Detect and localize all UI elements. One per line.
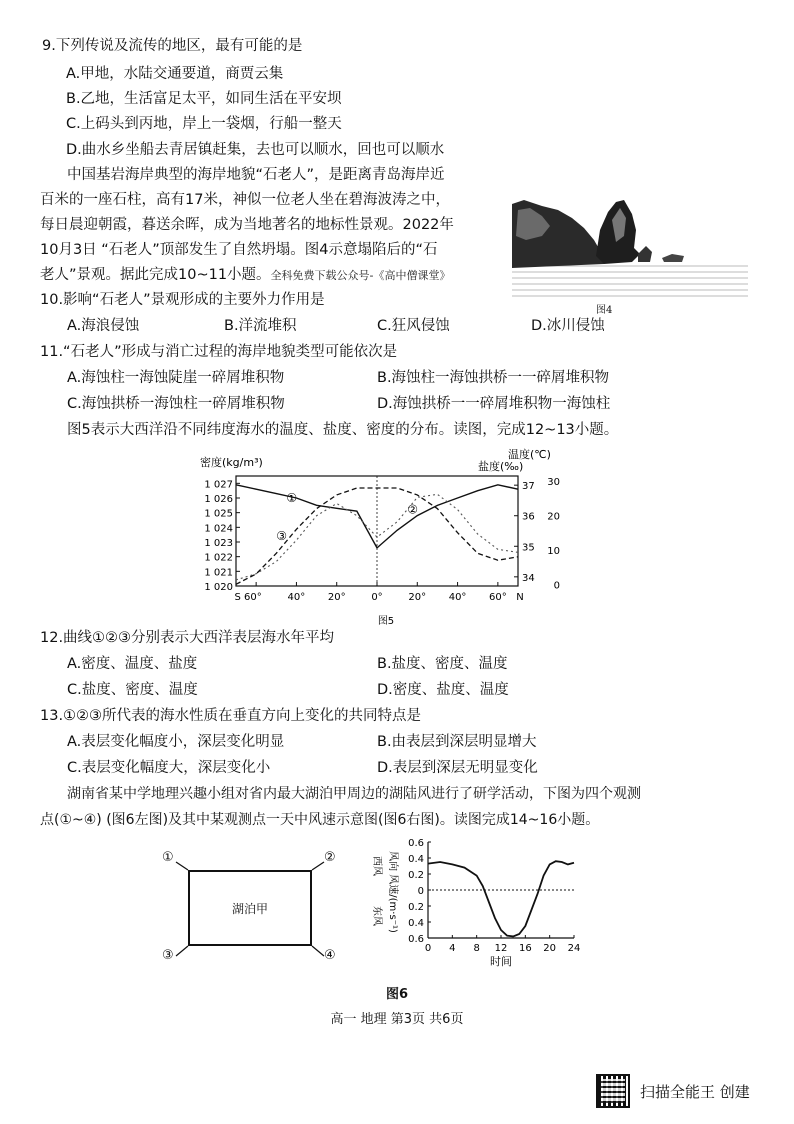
figure-4-caption: 图4 [596,305,613,316]
temperature-axis-title: 温度(℃) [508,448,551,461]
y-tick-label: 0.2 [408,902,424,913]
y-tick-label: 0 [417,886,424,897]
density-tick-label: 1 020 [204,582,233,593]
x-tick-label: 16 [518,943,532,954]
point-1-label: ① [162,850,174,865]
y-tick-label: 0.2 [408,870,424,881]
temperature-tick-label: 30 [547,477,560,489]
y-axis-title-top: 西风 [371,856,382,876]
q12-stem: 12.曲线①②③分别表示大西洋表层海水年平均 [40,630,335,646]
passage2-text: 图5表示大西洋沿不同纬度海水的温度、盐度、密度的分布。读图，完成12~13小题。 [67,422,619,438]
y-tick-label: 0.6 [408,838,424,849]
x-tick-label: 20 [543,943,557,954]
x-axis-title: 时间 [490,955,512,968]
q9-option-c: C.上码头到丙地，岸上一袋烟，行船一整天 [66,116,342,132]
q10-option-a: A.海浪侵蚀 [67,318,140,334]
salinity-axis-title: 盐度(‰) [478,460,524,473]
q12-option-b: B.盐度、密度、温度 [377,656,508,672]
y-tick-label: 0.6 [408,934,424,945]
q11-option-a: A.海蚀柱一海蚀陡崖一碎屑堆积物 [67,370,285,386]
wind-speed-line [428,861,574,936]
watermark-text: 全科免费下载公众号-《高中僧课堂》 [270,269,451,282]
point-3-label: ③ [162,948,174,963]
point-2-label: ② [324,850,336,865]
passage3-line-2: 点(①~④) (图6左图)及其中某观测点一天中风速示意图(图6右图)。读图完成14~16小题。 [40,812,600,828]
point-4-label: ④ [324,948,336,963]
q9-option-d: D.曲水乡坐船去青居镇赶集，去也可以顺水，回也可以顺水 [66,142,445,158]
density-tick-label: 1 023 [204,538,233,549]
x-tick-label: 0 [424,943,432,954]
q10-option-c: C.狂风侵蚀 [377,318,450,334]
q13-option-d: D.表层到深层无明显变化 [377,760,538,776]
passage1-line-4: 10月3日 “石老人”顶部发生了自然坍塌。图4示意塌陷后的“石 [40,242,438,258]
q10-stem: 10.影响“石老人”景观形成的主要外力作用是 [40,292,325,308]
q11-stem: 11.“石老人”形成与消亡过程的海岸地貌类型可能依次是 [40,344,398,360]
q11-option-c: C.海蚀拱桥一海蚀柱一碎屑堆积物 [67,396,285,412]
q12-option-c: C.盐度、密度、温度 [67,682,198,698]
q9-stem: 9.下列传说及流传的地区，最有可能的是 [42,38,303,54]
figure-6-left-lake-map [160,848,340,968]
q9-option-b: B.乙地，生活富足太平，如同生活在平安坝 [66,91,342,107]
x-tick-label: 40° [287,592,306,603]
figure-4-sea-stack [512,196,748,300]
y-tick-label: 0.4 [408,918,424,929]
figure-5-caption: 图5 [377,616,395,627]
x-tick-label: 60° [488,592,507,603]
q12-option-a: A.密度、温度、盐度 [67,656,198,672]
curve-2-label: ② [407,502,418,517]
salinity-tick-label: 36 [522,511,535,523]
passage1-line-3: 每日晨迎朝霞，暮送余晖，成为当地著名的地标性景观。2022年 [40,217,454,233]
passage1-line-2: 百米的一座石柱，高有17米，神似一位老人坐在碧海波涛之中， [40,192,450,208]
x-tick-label: S 60° [234,592,262,603]
density-tick-label: 1 027 [204,479,233,491]
y-tick-label: 0.4 [408,854,424,865]
y-axis-title: 风向 风速/(m·s⁻¹) [387,851,398,933]
q13-option-b: B.由表层到深层明显增大 [377,734,537,750]
x-tick-label: 0° [371,592,383,603]
density-tick-label: 1 021 [204,567,233,579]
passage1-line-5 [40,265,451,286]
salinity-tick-label: 35 [522,542,535,554]
salinity-tick-label: 37 [522,481,535,493]
x-tick-label: 20° [408,592,427,603]
x-tick-label: 24 [567,943,581,954]
density-tick-label: 1 026 [204,494,233,505]
temperature-tick-label: 20 [547,511,560,523]
figure-6-caption: 图6 [385,987,409,1002]
lake-label: 湖泊甲 [231,901,268,916]
scanner-mark [596,1073,750,1109]
x-tick-label: 8 [473,943,480,954]
q10-option-b: B.洋流堆积 [224,318,297,334]
q12-option-d: D.密度、盐度、温度 [377,682,509,698]
page-footer: 高一 地理 第3页 共6页 [330,1012,464,1027]
figure-5-chart [196,446,576,628]
salinity-tick-label: 34 [522,572,535,584]
q10-option-d: D.冰川侵蚀 [531,318,605,334]
density-axis-title: 密度(kg/m³) [200,456,263,469]
temperature-tick-label: 10 [547,545,560,557]
temperature-tick-label: 0 [553,580,560,592]
q9-option-a: A.甲地，水陆交通要道，商贾云集 [66,66,284,82]
density-tick-label: 1 024 [204,523,233,535]
q13-option-a: A.表层变化幅度小，深层变化明显 [67,734,285,750]
x-tick-label: 20° [327,592,346,603]
q13-stem: 13.①②③所代表的海水性质在垂直方向上变化的共同特点是 [40,708,422,724]
x-tick-label: 12 [494,943,508,954]
curve-3-label: ③ [276,529,288,544]
x-tick-label: 40° [448,592,467,603]
figure-6-right-wind-chart [362,830,592,974]
q13-option-c: C.表层变化幅度大，深层变化小 [67,760,271,776]
density-tick-label: 1 022 [204,552,233,564]
scanner-text: 扫描全能王 创建 [640,1082,750,1101]
passage3-line-1: 湖南省某中学地理兴趣小组对省内最大湖泊甲周边的湖陆风进行了研学活动，下图为四个观测 [67,786,641,802]
qr-code-icon [596,1074,630,1108]
density-tick-label: 1 025 [204,508,233,520]
passage1-line-5-text: 老人”景观。据此完成10~11小题。 [40,267,271,283]
q11-option-d: D.海蚀拱桥一一碎屑堆积物一海蚀柱 [377,396,611,412]
passage1-line-1: 中国基岩海岸典型的海岸地貌“石老人”，是距离青岛海岸近 [67,167,445,183]
y-axis-title-bottom: 东风 [371,906,382,926]
q11-option-b: B.海蚀柱一海蚀拱桥一一碎屑堆积物 [377,370,610,386]
curve-1-label: ① [286,491,298,505]
x-tick-label: N [516,592,524,603]
x-tick-label: 4 [449,943,456,954]
